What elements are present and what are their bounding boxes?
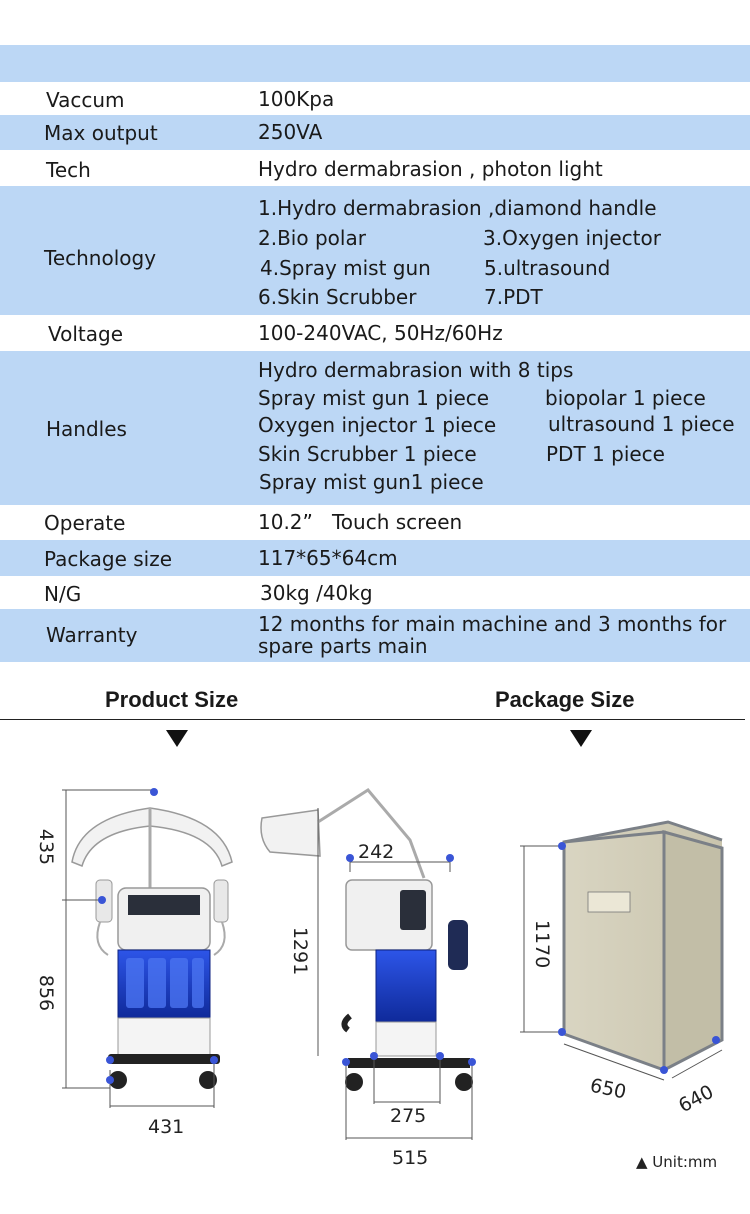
front-top-dimension: 435 [35,828,58,866]
side-width-dimension: 515 [392,1147,429,1169]
spec-value: 10.2” Touch screen [258,510,463,534]
spec-value: 3.Oxygen injector [483,226,661,250]
spec-value: 4.Spray mist gun [260,256,431,280]
product-size-heading: Product Size [105,687,239,712]
spec-value: 12 months for main machine and 3 months for [258,612,727,636]
spec-value: 7.PDT [484,285,543,309]
spec-label: Technology [44,246,157,270]
spec-value: 250VA [258,120,323,144]
box-depth-dimension: 640 [674,1080,718,1118]
package-box-illustration [564,822,722,1070]
spec-value: Spray mist gun1 piece [259,470,484,494]
spec-label: Operate [44,511,126,535]
spec-value: biopolar 1 piece [545,386,706,410]
spec-value: 30kg /40kg [260,581,373,605]
side-height-dimension: 1291 [289,926,312,976]
spec-value: Skin Scrubber 1 piece [258,442,477,466]
spec-value: ultrasound 1 piece [548,412,735,436]
spec-value: Spray mist gun 1 piece [258,386,490,410]
spec-label: N/G [44,582,82,606]
front-bottom-dimension: 856 [35,974,58,1012]
spec-label: Vaccum [46,88,125,112]
spec-label: Package size [44,547,173,571]
front-width-dimension: 431 [148,1116,185,1138]
spec-label: Voltage [48,322,124,346]
box-width-dimension: 650 [588,1074,629,1104]
spec-value: PDT 1 piece [546,442,665,466]
side-wheelbase-dimension: 275 [390,1105,427,1127]
spec-value: 100Kpa [258,87,335,111]
spec-value: 5.ultrasound [484,256,611,280]
side-head-dimension: 242 [358,841,395,863]
spec-label: Tech [46,158,91,182]
spec-value: spare parts main [258,634,428,658]
spec-value: Hydro dermabrasion with 8 tips [258,358,574,382]
spec-label: Max output [44,121,158,145]
spec-value: 6.Skin Scrubber [258,285,417,309]
spec-value: 2.Bio polar [258,226,366,250]
spec-value: Oxygen injector 1 piece [258,413,497,437]
package-size-heading: Package Size [495,687,635,712]
spec-value: 1.Hydro dermabrasion ,diamond handle [258,196,657,220]
spec-value: 117*65*64cm [258,546,398,570]
box-height-dimension: 1170 [531,919,554,969]
spec-value: 100-240VAC, 50Hz/60Hz [258,321,503,345]
unit-note: ▲ Unit:mm [636,1153,718,1171]
spec-label: Handles [46,417,127,441]
spec-label: Warranty [46,623,138,647]
front-machine-illustration [72,808,232,1089]
spec-value: Hydro dermabrasion , photon light [258,157,603,181]
